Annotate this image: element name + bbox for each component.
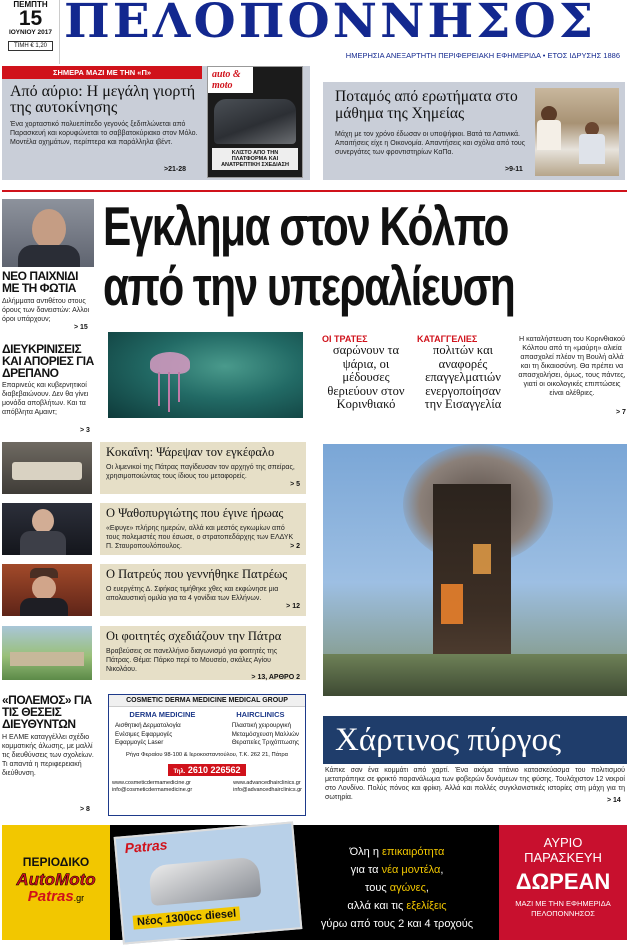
lead-col-1-text: σαρώνουν τα ψάρια, οι μέδουσες θεριεύουν στον Κορινθιακό (327, 343, 405, 411)
promo-right[interactable] (323, 82, 625, 180)
ad-service: Πλαστική χειρουργική (231, 722, 291, 729)
medical-ad[interactable] (108, 694, 306, 816)
banner-right-l4: ΜΑΖΙ ΜΕ ΤΗΝ ΕΦΗΜΕΡΙΔΑ ΠΕΛΟΠΟΝΝΗΣΟΣ (515, 899, 611, 918)
month-year: ΙΟΥΝΙΟΥ 2017 (9, 29, 52, 36)
ad-phone-box[interactable] (168, 764, 247, 776)
banner-text: Όλη η (349, 846, 383, 858)
brief-1[interactable] (100, 442, 306, 494)
price-label: ΤΙΜΗ € 1,20 (8, 41, 53, 51)
ad-brand-left: DERMA MEDICINE (129, 710, 196, 719)
banner-left (2, 825, 110, 940)
banner-text-highlight: εξελίξεις (406, 900, 447, 912)
feature-headline-box (323, 716, 627, 764)
ad-services-left (115, 722, 181, 748)
lead-col-1 (322, 334, 410, 412)
section-divider (2, 190, 627, 192)
banner-right-l2: ΠΑΡΑΣΚΕΥΗ (524, 850, 602, 865)
sidebar-ref-3: > 8 (80, 806, 90, 813)
lead-col-2 (417, 334, 509, 412)
newspaper-title: ΠΕΛΟΠΟΝΝΗΣΟΣ (64, 0, 597, 49)
ad-address: Ρήγα Φεραίου 98-100 & Ιεροκοσταντούλου, Τ.Κ. 262 21, Πάτρα (126, 751, 288, 758)
masthead (0, 0, 629, 66)
magazine-caption: ΚΛΙΣΤΟ ΑΠΟ ΤΗΝ ΠΛΑΤΦΟΡΜΑ ΚΑΙ ΑΝΑΤΡΕΠΤΙΚΗ ΣΧΕΔΙΑΣΗ (212, 148, 298, 170)
lead-col-3-ref: > 7 (616, 409, 626, 416)
ad-service: Αισθητική Δερματολογία (115, 722, 181, 729)
ad-phone: 2610 226562 (187, 764, 241, 775)
brief-4-headline: Οι φοιτητές σχεδιάζουν την Πάτρα (106, 629, 282, 643)
bottom-banner[interactable] (2, 825, 627, 940)
sidebar-ref-1: > 15 (74, 324, 88, 331)
banner-mag-headline: Νέος 1300cc diesel (133, 906, 241, 929)
feature-ref: > 14 (607, 797, 621, 804)
banner-middle-text (307, 843, 487, 933)
banner-text: αλλά και τις (347, 900, 407, 912)
banner-mag-title: Patras (123, 836, 168, 857)
ad-web-2[interactable]: www.advancedhairclinics.gr (233, 779, 301, 786)
logo-suffix: .gr (73, 893, 85, 903)
brief-2-ref: > 2 (290, 543, 300, 550)
ad-brand-right: HAIRCLINICS (236, 710, 285, 719)
ad-email-2[interactable]: info@advancedhairclinics.gr (233, 787, 302, 793)
brief-2-photo (2, 503, 92, 555)
banner-text: , (425, 882, 429, 894)
magazine-car-image (214, 99, 296, 144)
logo-line-2: Patras (27, 888, 74, 905)
promo-right-ref: >9-11 (505, 166, 523, 173)
brief-1-body: Οι λιμενικοί της Πάτρας παγίδευσαν τον αρχηγό της σπείρας, χρησιμοποιώντας τους ίδιους του μεταφορείς. (106, 464, 295, 480)
ad-web-1[interactable]: www.cosmeticdermamedicine.gr (112, 779, 191, 786)
ad-group-title: COSMETIC DERMA MEDICINE MEDICAL GROUP (109, 695, 305, 707)
brief-2-body: «Εφυγε» πλήρης ημερών, αλλά και μεστός εγκωμίων από τους πολεμιστές που έσωσε, ο στρατοπεδάρχης των ΕΛΔΥΚ Π. Σταυροπουλόπουλος. (106, 525, 294, 550)
brief-2-headline: Ο Ψαθοπυργιώτης που έγινε ήρωας (106, 506, 284, 520)
banner-text-highlight: αγώνες (389, 882, 426, 894)
feature-headline: Χάρτινος πύργος (335, 722, 562, 758)
banner-magazine-cover (114, 821, 303, 944)
feature-body: Κάπκε σαν ένα κομμάτι από χαρτί. Ένα ακόμα τιτάνιο κατασκεύασμα του πολιτισμού μετατράπηκε σε φρικτό παρανάλωμα των φοβερών δυνάμεων της φύσης. Τουλάχιστον 12 νεκροί στο Λονδίνο. Πολύς πόνος και φρίκη. Αλλά και πολλές συγκλονιστικές ιστορίες στη μάχη για τη σωτηρία. (325, 767, 625, 801)
promo-right-headline: Ποταμός από ερωτήματα στο μάθημα της Χημείας (335, 88, 518, 122)
ad-services-right (232, 722, 299, 748)
brief-3-photo (2, 564, 92, 616)
banner-text: τους (365, 882, 390, 894)
banner-text: για τα (350, 864, 382, 876)
banner-text: γύρω από τους 2 και 4 τροχούς (320, 918, 474, 930)
exam-photo (535, 88, 619, 176)
brief-3[interactable] (100, 564, 306, 616)
politician-photo (2, 199, 94, 267)
date-number: 15 (18, 7, 43, 30)
brief-1-ref: > 5 (290, 481, 300, 488)
sidebar-headline-1: ΝΕΟ ΠΑΙΧΝΙΔΙ ΜΕ ΤΗ ΦΩΤΙΑ (2, 269, 78, 295)
sidebar-body-1: Διλήμματα αντιθέτου στους όρους των δανειστών: Αλλοι όροι υπάρχουν; (2, 298, 90, 323)
tower-fire-photo (323, 444, 627, 696)
ad-service: Εφαρμογές Laser (115, 739, 164, 746)
day-label: ΠΕΜΠΤΗ (13, 0, 48, 9)
ad-service: Θεραπείες Τριχόπτωσης (231, 739, 299, 746)
brief-4-photo (2, 626, 92, 680)
lead-col-1-label: ΟΙ ΤΡΑΤΕΣ (322, 334, 368, 344)
sidebar-headline-2: ΔΙΕΥΚΡΙΝΙΣΕΙΣ ΚΑΙ ΑΠΟΡΙΕΣ ΓΙΑ ΔΡΕΠΑΝΟ (2, 342, 94, 380)
brief-4[interactable] (100, 626, 306, 680)
lead-col-3: Η καταλήστευση του Κορινθιακού Κόλπου από τη «μαύρη» αλιεία απασχολεί πλέον τη Βουλή αλλά και τη δικαιοσύνη. Θα πρέπει να απασχολήσει, όμως, τους πάντες, γιατί οι οικολογικές επιπτώσεις είναι ολέθριες. (518, 334, 626, 397)
promo-tag: ΣΗΜΕΡΑ ΜΑΖΙ ΜΕ ΤΗΝ «Π» (2, 66, 202, 79)
jellyfish-photo (108, 332, 303, 418)
logo-line-1: AutoMoto (16, 870, 96, 889)
promo-right-body: Μάχη με τον χρόνο έδωσαν οι υποψήφιοι. Βατά τα Λατινικά. Απαιτήσεις είχε η Οικονομία. Απαντήσεις και σχόλια από τους συνεργάτες των φροντιστηρίων ΚαΠα. (335, 131, 526, 156)
lead-headline-line-2: από την υπεραλίευση (103, 255, 515, 317)
automoto-logo (10, 871, 102, 907)
brief-4-ref: > 13, ΑΡΘΡΟ 2 (251, 674, 300, 681)
promo-left[interactable] (2, 66, 310, 180)
banner-text-highlight: επικαιρότητα (382, 846, 445, 858)
banner-text: , (440, 864, 444, 876)
brief-3-ref: > 12 (286, 603, 300, 610)
lead-col-2-text: πολιτών και αναφορές επαγγελματιών ενεργοποίησαν την Εισαγγελία (424, 343, 502, 411)
ad-phone-label: Τηλ. (173, 768, 186, 775)
ad-email-1[interactable]: info@cosmeticdermamedicine.gr (112, 787, 193, 793)
brief-2[interactable] (100, 503, 306, 555)
ad-service: Μεταμόσχευση Μαλλιών (231, 730, 299, 738)
sidebar-headline-3: «ΠΟΛΕΜΟΣ» ΓΙΑ ΤΙΣ ΘΕΣΕΙΣ ΔΙΕΥΘΥΝΤΩΝ (2, 693, 92, 731)
magazine-cover (207, 66, 303, 178)
newspaper-subtitle: ΗΜΕΡΗΣΙΑ ΑΝΕΞΑΡΤΗΤΗ ΠΕΡΙΦΕΡΕΙΑΚΗ ΕΦΗΜΕΡΙΔΑ • ΕΤΟΣ ΙΔΡΥΣΗΣ 1886 (345, 51, 620, 60)
magazine-title: auto & moto (208, 67, 253, 93)
sidebar-body-2: Επαρινεύς και κυβερνητικοί διαβεβαιώνουν. Δεν θα γίνει μονάδα αποβλήτων. Και τα απόβλητα Αμαιντ; (2, 382, 89, 416)
banner-right-l1: ΑΥΡΙΟ (543, 835, 583, 850)
lead-col-2-label: ΚΑΤΑΓΓΕΛΙΕΣ (417, 334, 478, 344)
brief-3-body: Ο ευεργέτης Δ. Σφήκας τιμήθηκε χθες και εκφώνησε μια απολαυστική ομιλία για τα 4 γονίδια των Ελλήνων. (106, 586, 279, 602)
ad-service: Ενέσιμες Εφαρμογές (115, 730, 173, 738)
brief-3-headline: Ο Πατρεύς που γεννήθηκε Πατρέως (106, 567, 288, 581)
banner-right (499, 825, 627, 940)
sidebar-body-3: Η ΕΛΜΕ καταγγέλλει σχέδιο κομματικής άλωσης, με μαλλί τις διευθύνσεις των σχολείων. Τι απαντά η περιφερειακή διεύθυνση. (2, 734, 94, 777)
brief-1-photo (2, 442, 92, 494)
brief-4-body: Βραβεύσεις σε πανελλήνιο διαγωνισμό για φοιτητές της Πάτρας. Θέμα: Πάρκο περί το Μουσείο, σκάλες Αγίου Νικολάου. (106, 648, 278, 673)
promo-left-headline: Από αύριο: Η μεγάλη γιορτή της αυτοκίνησης (10, 83, 196, 116)
brief-1-headline: Κοκαΐνη: Ψάρεψαν τον εγκέφαλο (106, 445, 275, 459)
banner-right-l3: ΔΩΡΕΑΝ (515, 869, 611, 894)
lead-headline-line-1: Εγκλημα στον Κόλπο (103, 195, 508, 257)
promo-left-ref: >21-28 (164, 166, 186, 173)
banner-text-highlight: νέα μοντέλα (381, 864, 441, 876)
promo-left-body: Ένα χορταστικό πολυεπίπεδο γεγονός ξεδιπλώνεται από Παρασκευή και κορυφώνεται το σαββατοκύριακο στον Μόλο. Μοντέλα οχημάτων, περίπτερα και παράλληλα ιβέντ. (10, 121, 198, 146)
sidebar-ref-2: > 3 (80, 427, 90, 434)
banner-left-label: ΠΕΡΙΟΔΙΚΟ (22, 855, 90, 869)
date-box (2, 0, 60, 64)
